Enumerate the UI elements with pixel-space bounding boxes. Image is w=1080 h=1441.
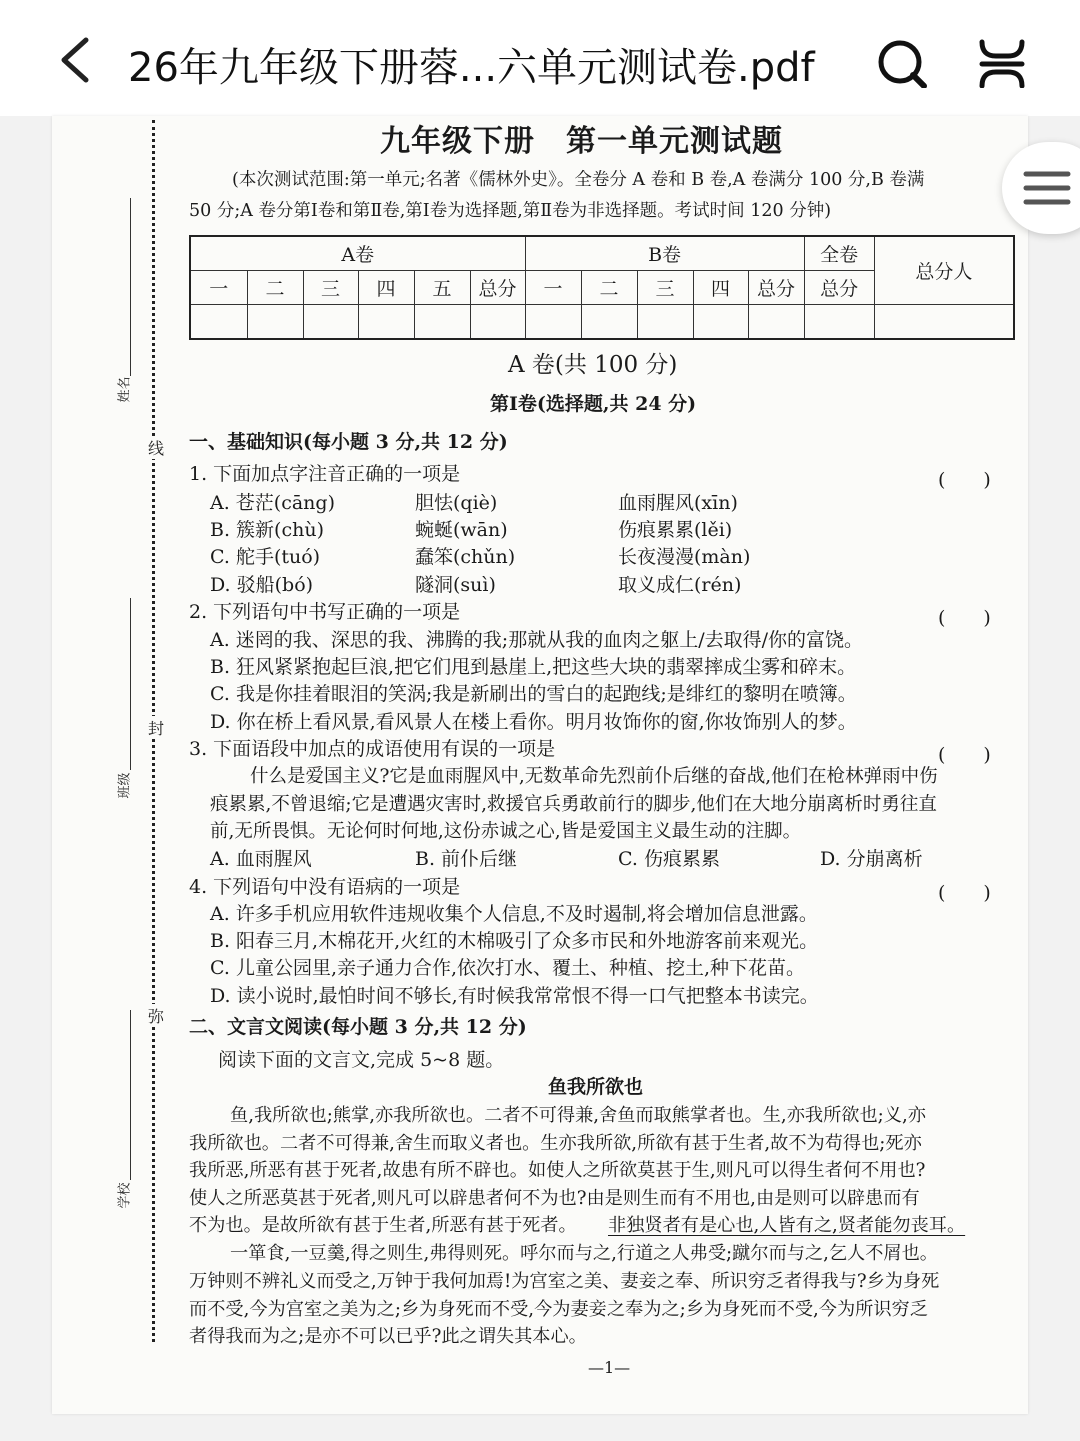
- table-a-col: 四: [358, 270, 414, 304]
- paper-title: 九年级下册 第一单元测试题: [380, 124, 783, 159]
- score-table: [189, 235, 1015, 340]
- q1-option-a1: A. 苍茫(cāng): [210, 492, 335, 514]
- q4-option-d: D. 读小说时,最怕时间不够长,有时候我常常恨不得一口气把整本书读完。: [210, 985, 819, 1007]
- table-score-cell: [525, 304, 581, 339]
- table-score-cell: [693, 304, 748, 339]
- table-b-header: B卷: [525, 236, 804, 270]
- q2-option-d: D. 你在桥上看风景,看风景人在楼上看你。明月妆饰你的窗,你妆饰别人的梦。: [210, 711, 857, 733]
- table-score-cell: [414, 304, 470, 339]
- q3-stem: 3. 下面语段中加点的成语使用有误的一项是: [189, 738, 556, 760]
- name-blank-line: [130, 198, 131, 376]
- class-blank-line: [130, 598, 131, 770]
- q4-option-c: C. 儿童公园里,亲子通力合作,依次打水、覆土、种植、挖土,种下花苗。: [210, 957, 806, 979]
- chevron-left-icon: [52, 34, 100, 86]
- classical-line: 一箪食,一豆羹,得之则生,弗得则死。呼尔而与之,行道之人弗受;蹴尔而与之,乞人不屑也。: [230, 1243, 938, 1264]
- table-scorer-header: 总分人: [874, 236, 1014, 304]
- part1-heading: 第Ⅰ卷(选择题,共 24 分): [490, 393, 697, 415]
- q1-option-c1: C. 舵手(tuó): [210, 546, 321, 568]
- table-score-cell: [748, 304, 804, 339]
- q2-answer-blank: ( ): [938, 607, 991, 629]
- q1-option-a3: 血雨腥风(xīn): [618, 492, 738, 514]
- q1-option-c2: 蠢笨(chǔn): [415, 546, 516, 568]
- classical-line: 我所恶,所恶有甚于死者,故患有所不辟也。如使人之所欲莫甚于生,则凡可以得生者何不用也?: [189, 1160, 926, 1181]
- q3-passage-line2: 痕累累,不曾退缩;它是遭遇灾害时,救援官兵勇敢前行的脚步,他们在大地分崩离析时勇往直: [210, 794, 937, 815]
- table-score-cell: [303, 304, 358, 339]
- q1-answer-blank: ( ): [938, 469, 991, 491]
- table-score-cell: [247, 304, 303, 339]
- q2-option-b: B. 狂风紧紧抱起巨浪,把它们甩到悬崖上,把这些大块的翡翠摔成尘雾和碎末。: [210, 656, 857, 678]
- table-score-cell: [190, 304, 247, 339]
- name-label: 姓名: [117, 376, 133, 403]
- q3-answer-blank: ( ): [938, 744, 991, 766]
- app-header: [0, 0, 1080, 116]
- table-a-col: 二: [247, 270, 303, 304]
- hamburger-icon: [1022, 142, 1080, 234]
- classical-instruction: 阅读下面的文言文,完成 5~8 题。: [218, 1049, 505, 1071]
- q1-stem: 1. 下面加点字注音正确的一项是: [189, 463, 461, 485]
- q1-option-c3: 长夜漫漫(màn): [618, 546, 751, 568]
- classical-underlined-sentence: 非独贤者有是心也,人皆有之,贤者能勿丧耳。: [608, 1215, 966, 1236]
- classical-line: 鱼,我所欲也;熊掌,亦我所欲也。二者不可得兼,舍鱼而取熊掌者也。生,亦我所欲也;义,亦: [230, 1105, 926, 1126]
- fit-width-button[interactable]: [972, 38, 1032, 88]
- classical-line: 不为也。是故所欲有甚于生者,所恶有甚于死者。: [189, 1215, 577, 1236]
- table-a-header: A卷: [190, 236, 525, 270]
- q1-option-d3: 取义成仁(rén): [618, 574, 742, 596]
- table-score-cell: [358, 304, 414, 339]
- back-button[interactable]: [52, 34, 100, 86]
- q3-option-a: A. 血雨腥风: [210, 848, 312, 870]
- seal-char-line: 线: [148, 436, 164, 459]
- school-blank-line: [130, 1010, 131, 1180]
- q4-option-b: B. 阳春三月,木棉花开,火红的木棉吸引了众多市民和外地游客前来观光。: [210, 930, 819, 952]
- scope-note-line1: (本次测试范围:第一单元;名著《儒林外史》。全卷分 A 卷和 B 卷,A 卷满分 100 分,B 卷满: [232, 170, 925, 190]
- classical-title: 鱼我所欲也: [548, 1076, 644, 1098]
- q2-option-c: C. 我是你挂着眼泪的笑涡;我是新刷出的雪白的起跑线;是绯红的黎明在喷簿。: [210, 683, 857, 705]
- q4-option-a: A. 许多手机应用软件违规收集个人信息,不及时遏制,将会增加信息泄露。: [210, 903, 818, 925]
- table-total-bottom: 总分: [804, 270, 874, 304]
- q2-option-a: A. 迷罔的我、深思的我、沸腾的我;那就从我的血肉之躯上/去取得/你的富饶。: [210, 629, 864, 651]
- q1-option-b1: B. 簇新(chù): [210, 519, 324, 541]
- table-b-col: 四: [693, 270, 748, 304]
- table-score-cell: [470, 304, 525, 339]
- classical-line: 者得我而为之;是亦不可以已乎?此之谓失其本心。: [189, 1326, 587, 1347]
- table-a-col: 一: [190, 270, 247, 304]
- q3-option-c: C. 伤痕累累: [618, 848, 720, 870]
- q1-option-d2: 隧洞(suì): [415, 574, 496, 596]
- class-label: 班级: [117, 772, 133, 799]
- table-score-cell: [874, 304, 1014, 339]
- table-b-col: 一: [525, 270, 581, 304]
- school-label: 学校: [117, 1182, 133, 1209]
- classical-heading: 二、文言文阅读(每小题 3 分,共 12 分): [189, 1016, 527, 1038]
- table-b-col: 三: [637, 270, 693, 304]
- q1-option-b3: 伤痕累累(lěi): [618, 519, 733, 541]
- table-a-col: 总分: [470, 270, 525, 304]
- q1-option-b2: 蜿蜒(wān): [415, 519, 508, 541]
- q3-passage-line1: 什么是爱国主义?它是血雨腥风中,无数革命先烈前仆后继的奋战,他们在枪林弹雨中伤: [250, 766, 938, 787]
- page-number: —1—: [588, 1358, 631, 1377]
- q3-option-b: B. 前仆后继: [415, 848, 518, 870]
- q4-stem: 4. 下列语句中没有语病的一项是: [189, 876, 461, 898]
- q2-stem: 2. 下列语句中书写正确的一项是: [189, 601, 461, 623]
- q1-option-d1: D. 驳船(bó): [210, 574, 314, 596]
- table-score-cell: [581, 304, 637, 339]
- q3-passage-line3: 前,无所畏惧。无论何时何地,这份赤诚之心,皆是爱国主义最生动的注脚。: [210, 821, 802, 842]
- section-a-heading: A 卷(共 100 分): [508, 352, 678, 378]
- table-score-cell: [637, 304, 693, 339]
- scope-note-line2: 50 分;A 卷分第Ⅰ卷和第Ⅱ卷,第Ⅰ卷为选择题,第Ⅱ卷为非选择题。考试时间 120 分钟): [189, 201, 832, 221]
- table-a-col: 三: [303, 270, 358, 304]
- table-total-top: 全卷: [804, 236, 874, 270]
- document-title: 26年九年级下册蓉...六单元测试卷.pdf: [128, 45, 815, 91]
- q4-answer-blank: ( ): [938, 882, 991, 904]
- seal-char-seal: 封: [148, 716, 164, 739]
- table-b-col: 二: [581, 270, 637, 304]
- classical-line: 万钟则不辨礼义而受之,万钟于我何加焉!为宫室之美、妻妾之奉、所识穷乏者得我与?乡为身死: [189, 1271, 940, 1292]
- classical-line: 使人之所恶莫甚于死者,则凡可以辟患者何不为也?由是则生而有不用也,由是则可以辟患而有: [189, 1188, 920, 1209]
- table-a-col: 五: [414, 270, 470, 304]
- search-icon: [872, 38, 932, 88]
- q3-option-d: D. 分崩离析: [820, 848, 923, 870]
- table-score-cell: [804, 304, 874, 339]
- classical-line: 而不受,今为宫室之美为之;乡为身死而不受,今为妻妾之奉为之;乡为身死而不受,今为所识穷乏: [189, 1299, 928, 1320]
- search-button[interactable]: [872, 38, 932, 88]
- basic-knowledge-heading: 一、基础知识(每小题 3 分,共 12 分): [189, 431, 508, 453]
- table-b-col: 总分: [748, 270, 804, 304]
- classical-line: 我所欲也。二者不可得兼,舍生而取义者也。生亦我所欲,所欲有甚于生者,故不为苟得也;死亦: [189, 1133, 922, 1154]
- seal-char-close: 弥: [148, 1004, 164, 1027]
- fit-width-icon: [972, 38, 1032, 88]
- q1-option-a2: 胆怯(qiè): [415, 492, 498, 514]
